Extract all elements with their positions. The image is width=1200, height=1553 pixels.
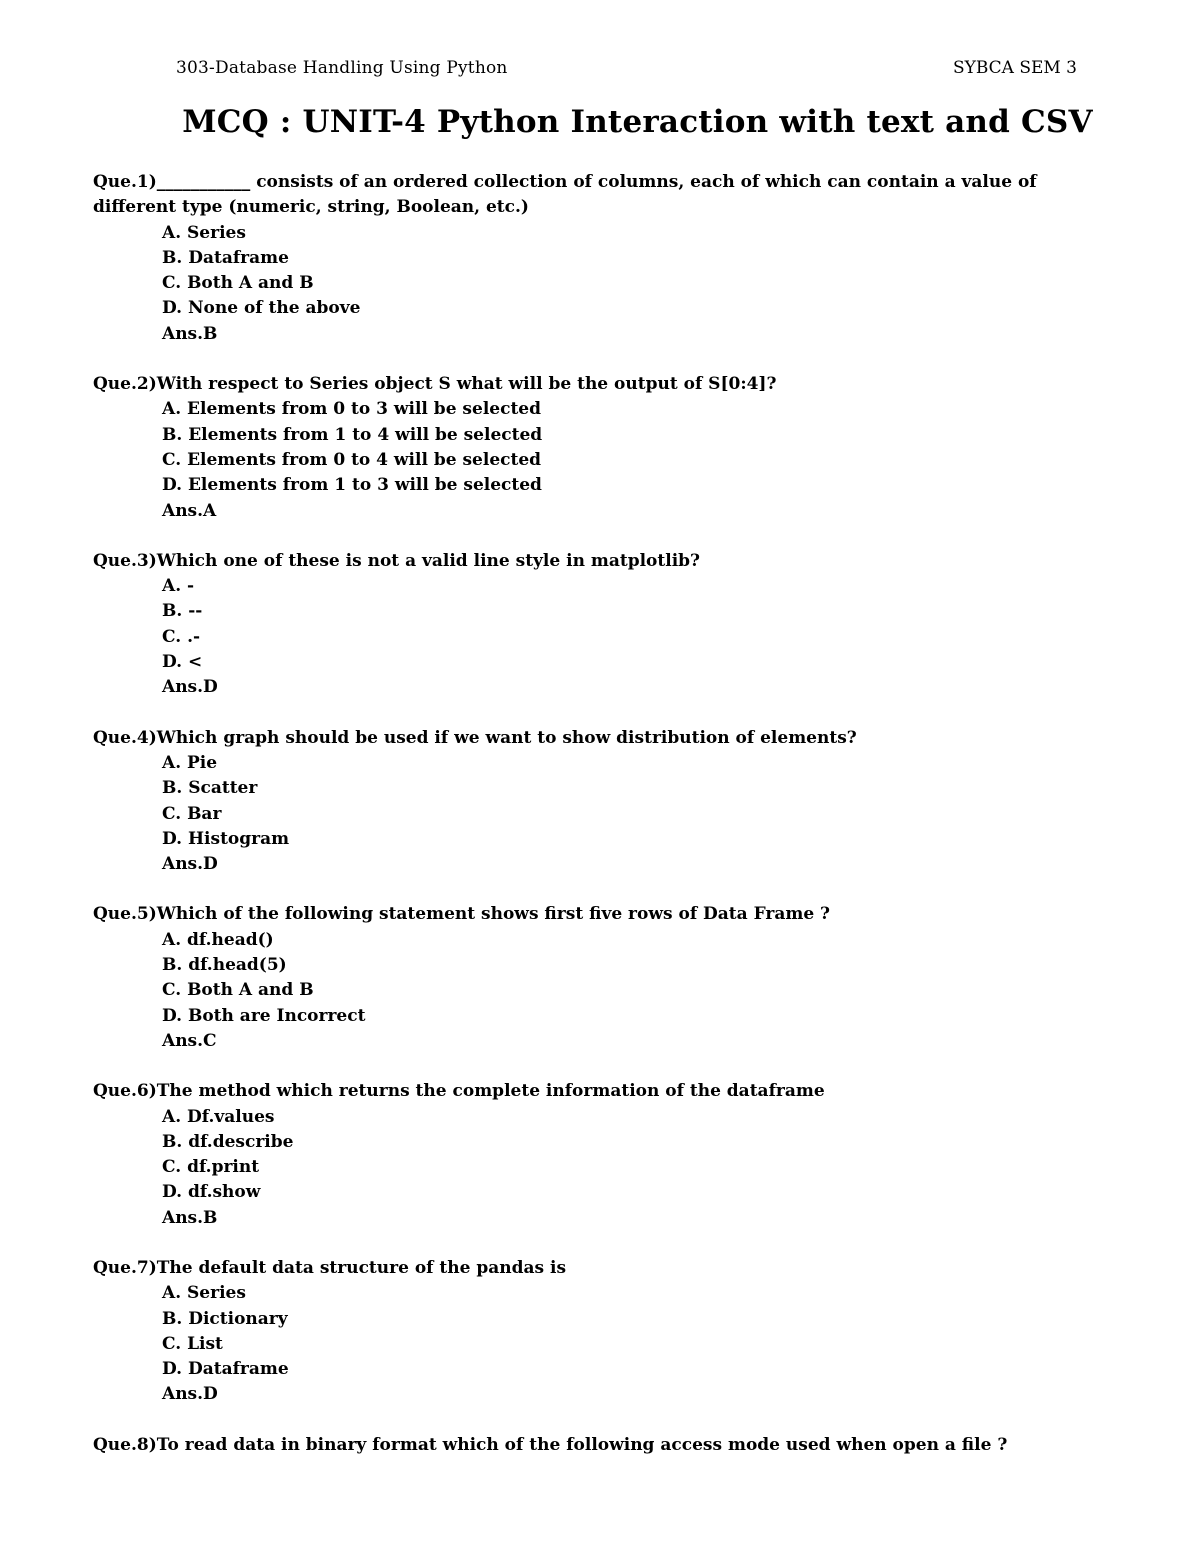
option-item: C. Both A and B (162, 273, 314, 294)
option-item: A. Pie (162, 752, 218, 773)
question-text: Que.8)To read data in binary format which of the following access mode used when open a file ? (93, 1434, 1008, 1455)
option-item: C. Both A and B (162, 980, 314, 1001)
option-item: A. Elements from 0 to 3 will be selected (162, 399, 541, 420)
question-block (93, 549, 1093, 701)
option-item: A. - (162, 576, 195, 597)
question-text: Que.1)___________ consists of an ordered collection of columns, each of which can contain a value of different type (numeric, string, Boolean, etc.) (93, 172, 1037, 218)
option-item: B. df.describe (162, 1131, 294, 1152)
option-item: A. df.head() (162, 929, 274, 950)
options-list (162, 1281, 1093, 1407)
question-text: Que.3)Which one of these is not a valid line style in matplotlib? (93, 550, 701, 571)
option-item: C. df.print (162, 1157, 260, 1178)
question-block (93, 726, 1093, 878)
option-item: C. .- (162, 626, 201, 647)
options-list (162, 928, 1093, 1054)
answer-text: Ans.B (162, 1207, 218, 1228)
options-list (162, 397, 1093, 523)
option-item: D. df.show (162, 1182, 261, 1203)
question-block (93, 1256, 1093, 1408)
question-text: Que.5)Which of the following statement shows first five rows of Data Frame ? (93, 904, 831, 925)
options-list (162, 1105, 1093, 1231)
options-list (162, 221, 1093, 347)
option-item: B. Dictionary (162, 1308, 288, 1329)
option-item: B. Dataframe (162, 247, 289, 268)
option-item: A. Series (162, 222, 246, 243)
question-text: Que.2)With respect to Series object S what will be the output of S[0:4]? (93, 374, 777, 395)
question-text: Que.6)The method which returns the complete information of the dataframe (93, 1081, 825, 1102)
semester-header: SYBCA SEM 3 (952, 58, 1077, 78)
option-item: D. < (162, 652, 203, 673)
option-item: D. Both are Incorrect (162, 1005, 366, 1026)
question-block (93, 902, 1093, 1054)
answer-text: Ans.A (162, 500, 217, 521)
option-item: B. -- (162, 601, 203, 622)
course-header: 303-Database Handling Using Python (176, 58, 508, 78)
answer-text: Ans.D (162, 854, 218, 875)
question-text: Que.4)Which graph should be used if we want to show distribution of elements? (93, 727, 857, 748)
option-item: C. List (162, 1333, 223, 1354)
answer-text: Ans.C (162, 1030, 217, 1051)
option-item: D. Dataframe (162, 1359, 289, 1380)
option-item: C. Elements from 0 to 4 will be selected (162, 449, 542, 470)
question-block (93, 1079, 1093, 1231)
options-list (162, 751, 1093, 877)
answer-text: Ans.D (162, 1384, 218, 1405)
question-text: Que.7)The default data structure of the pandas is (93, 1257, 567, 1278)
option-item: D. Histogram (162, 828, 290, 849)
question-list (93, 170, 1093, 1483)
option-item: D. Elements from 1 to 3 will be selected (162, 475, 542, 496)
option-item: B. df.head(5) (162, 955, 287, 976)
question-block (93, 170, 1093, 347)
answer-text: Ans.B (162, 323, 218, 344)
page-title: MCQ : UNIT-4 Python Interaction with text and CSV (182, 104, 1093, 140)
option-item: B. Elements from 1 to 4 will be selected (162, 424, 543, 445)
question-block (93, 1433, 1093, 1458)
option-item: A. Series (162, 1283, 246, 1304)
question-block (93, 372, 1093, 524)
option-item: B. Scatter (162, 778, 258, 799)
options-list (162, 574, 1093, 700)
answer-text: Ans.D (162, 677, 218, 698)
option-item: D. None of the above (162, 298, 361, 319)
option-item: C. Bar (162, 803, 222, 824)
option-item: A. Df.values (162, 1106, 275, 1127)
